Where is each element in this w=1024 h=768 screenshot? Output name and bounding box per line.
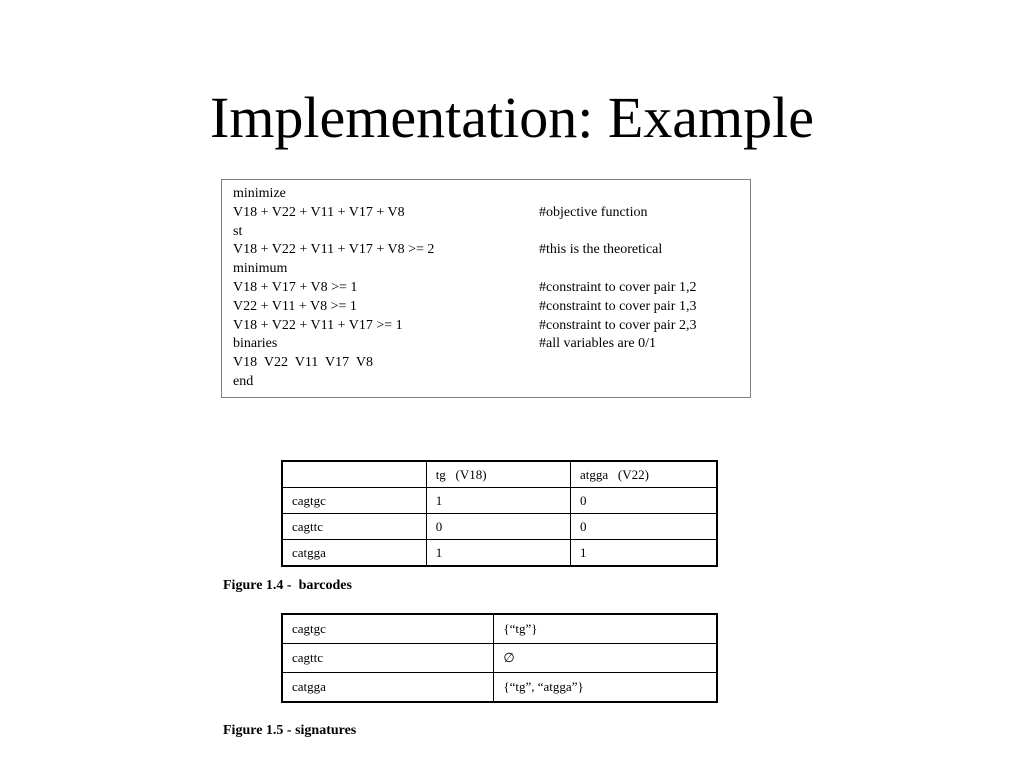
table-cell: 1 — [426, 540, 570, 567]
lp-line — [233, 335, 750, 354]
signatures-table — [281, 613, 718, 703]
table-cell: catgga — [282, 673, 494, 703]
figure-caption-barcodes: Figure 1.4 - barcodes — [223, 578, 352, 593]
lp-code: minimum — [233, 261, 288, 277]
slide-title: Implementation: Example — [210, 85, 814, 150]
table-cell: 0 — [571, 488, 717, 514]
lp-code: V18 + V17 + V8 >= 1 — [233, 279, 358, 295]
lp-line — [233, 298, 750, 317]
figure-caption-signatures: Figure 1.5 - signatures — [223, 723, 357, 738]
table-header-cell — [282, 461, 426, 488]
lp-line — [233, 373, 750, 392]
lp-code: V18 + V22 + V11 + V17 + V8 >= 2 — [233, 242, 435, 258]
table-cell: {“tg”} — [494, 614, 717, 644]
lp-comment: #all variables are 0/1 — [539, 336, 657, 352]
table-row — [282, 540, 717, 567]
table-cell: 1 — [571, 540, 717, 567]
lp-line — [233, 185, 750, 204]
table-row — [282, 514, 717, 540]
table-header-cell: atgga (V22) — [571, 461, 717, 488]
table-cell: cagtgc — [282, 488, 426, 514]
lp-line — [233, 241, 750, 260]
barcodes-table — [281, 460, 718, 567]
lp-code: V22 + V11 + V8 >= 1 — [233, 298, 357, 314]
table-cell: 1 — [426, 488, 570, 514]
lp-line — [233, 354, 750, 373]
lp-line — [233, 223, 750, 242]
table-header-cell: tg (V18) — [426, 461, 570, 488]
table-cell: {“tg”, “atgga”} — [494, 673, 717, 703]
lp-comment: #constraint to cover pair 1,3 — [539, 298, 697, 314]
table-cell: cagtgc — [282, 614, 494, 644]
lp-code: end — [233, 373, 254, 389]
table-cell: catgga — [282, 540, 426, 567]
lp-code: st — [233, 223, 243, 239]
table-row — [282, 488, 717, 514]
table-cell: 0 — [426, 514, 570, 540]
lp-line — [233, 260, 750, 279]
table-cell: ∅ — [494, 644, 717, 673]
lp-code: V18 V22 V11 V17 V8 — [233, 355, 374, 371]
table-cell: 0 — [571, 514, 717, 540]
lp-model-box — [221, 179, 751, 398]
lp-comment: #constraint to cover pair 2,3 — [539, 317, 697, 333]
lp-line — [233, 204, 750, 223]
lp-comment: #constraint to cover pair 1,2 — [539, 279, 697, 295]
lp-code: V18 + V22 + V11 + V17 >= 1 — [233, 317, 403, 333]
lp-line — [233, 317, 750, 336]
lp-code: V18 + V22 + V11 + V17 + V8 — [233, 204, 405, 220]
table-cell: cagttc — [282, 644, 494, 673]
lp-code: binaries — [233, 336, 278, 352]
table-header-row — [282, 461, 717, 488]
lp-code: minimize — [233, 186, 286, 201]
table-row — [282, 644, 717, 673]
table-row — [282, 673, 717, 703]
table-row — [282, 614, 717, 644]
table-cell: cagttc — [282, 514, 426, 540]
lp-comment: #objective function — [539, 204, 648, 220]
lp-line — [233, 279, 750, 298]
lp-comment: #this is the theoretical — [539, 242, 663, 258]
